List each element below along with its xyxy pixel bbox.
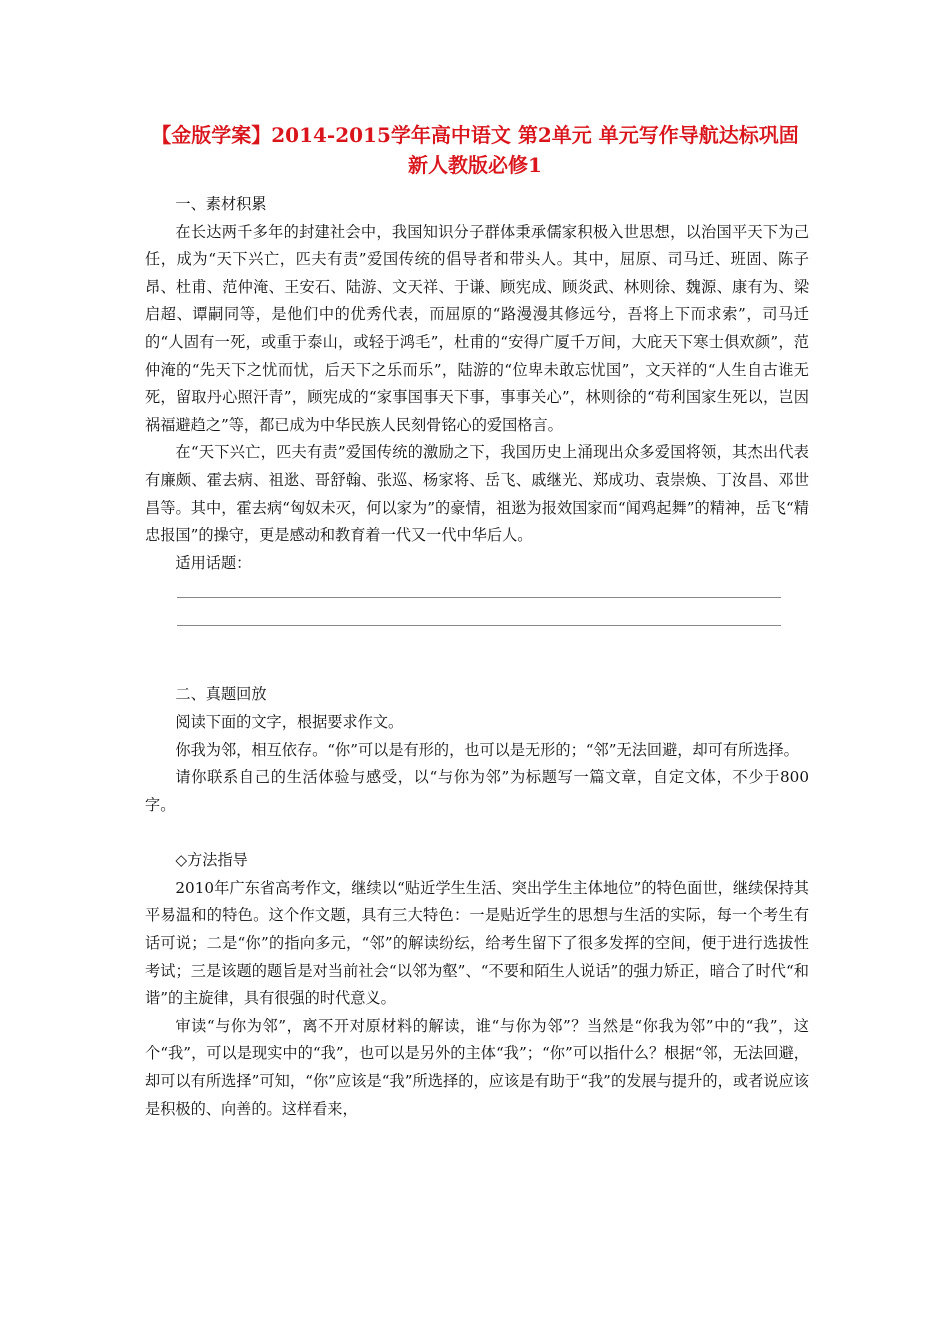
document-body <box>145 191 809 1123</box>
paragraph: 在“天下兴亡，匹夫有责”爱国传统的激励之下，我国历史上涌现出众多爱国将领，其杰出代表有廉颇、霍去病、祖逖、哥舒翰、张巡、杨家将、岳飞、戚继光、郑成功、袁崇焕、丁汝昌、邓世昌等。其中，霍去病“匈奴未灭，何以家为”的豪情，祖逖为报效国家而“闻鸡起舞”的精神，岳飞“精忠报国”的操守，更是感动和教育着一代又一代中华后人。 <box>145 443 809 545</box>
paragraph: 阅读下面的文字，根据要求作文。 <box>175 712 404 731</box>
answer-blank-line <box>177 597 781 598</box>
paragraph: 2010年广东省高考作文，继续以“贴近学生生活、突出学生主体地位”的特色面世，继续保持其平易温和的特色。这个作文题，具有三大特色：一是贴近学生的思想与生活的实际，每一个考生有话可说；二是“你”的指向多元，“邻”的解读纷纭，给考生留下了很多发挥的空间，便于进行选拔性考试；三是该题的题旨是对当前社会“以邻为壑”、“不要和陌生人说话”的强力矫正，暗合了时代“和谐”的主旋律，具有很强的时代意义。 <box>145 878 809 1008</box>
document-title: 【金版学案】2014-2015学年高中语文 第2单元 单元写作导航达标巩固 新人教版必修1 <box>151 123 799 177</box>
paragraph: 请你联系自己的生活体验与感受，以“与你为邻”为标题写一篇文章，自定文体，不少于800字。 <box>145 768 809 814</box>
section-heading-method: ◇方法指导 <box>175 851 248 870</box>
paragraph: 在长达两千多年的封建社会中，我国知识分子群体秉承儒家积极入世思想，以治国平天下为己任，成为“天下兴亡，匹夫有责”爱国传统的倡导者和带头人。其中，屈原、司马迁、班固、陈子昂、杜甫、范仲淹、王安石、陆游、文天祥、于谦、顾宪成、顾炎武、林则徐、魏源、康有为、梁启超、谭嗣同等，是他们中的优秀代表，而屈原的“路漫漫其修远兮，吾将上下而求索”，司马迁的“人固有一死，或重于泰山，或轻于鸿毛”，杜甫的“安得广厦千万间，大庇天下寒士俱欢颜”，范仲淹的“先天下之忧而忧，后天下之乐而乐”，陆游的“位卑未敢忘忧国”，文天祥的“人生自古谁无死，留取丹心照汗青”，顾宪成的“家事国事天下事，事事关心”，林则徐的“苟利国家生死以，岂因祸福避趋之”等，都已成为中华民族人民刻骨铭心的爱国格言。 <box>145 222 809 434</box>
topic-label: 适用话题： <box>175 553 252 572</box>
section-heading-exam: 二、真题回放 <box>175 685 267 704</box>
paragraph: 审读“与你为邻”，离不开对原材料的解读，谁“与你为邻”？当然是“你我为邻”中的“我”，这个“我”，可以是现实中的“我”，也可以是另外的主体“我”；“你”可以指什么？根据“邻，无法回避，却可以有所选择”可知，“你”应该是“我”所选择的，应该是有助于“我”的发展与提升的，或者说应该是积极的、向善的。这样看来， <box>145 1016 809 1118</box>
paragraph: 你我为邻，相互依存。“你”可以是有形的，也可以是无形的；“邻”无法回避，却可有所选择。 <box>175 740 799 759</box>
section-heading-material: 一、素材积累 <box>175 195 267 213</box>
